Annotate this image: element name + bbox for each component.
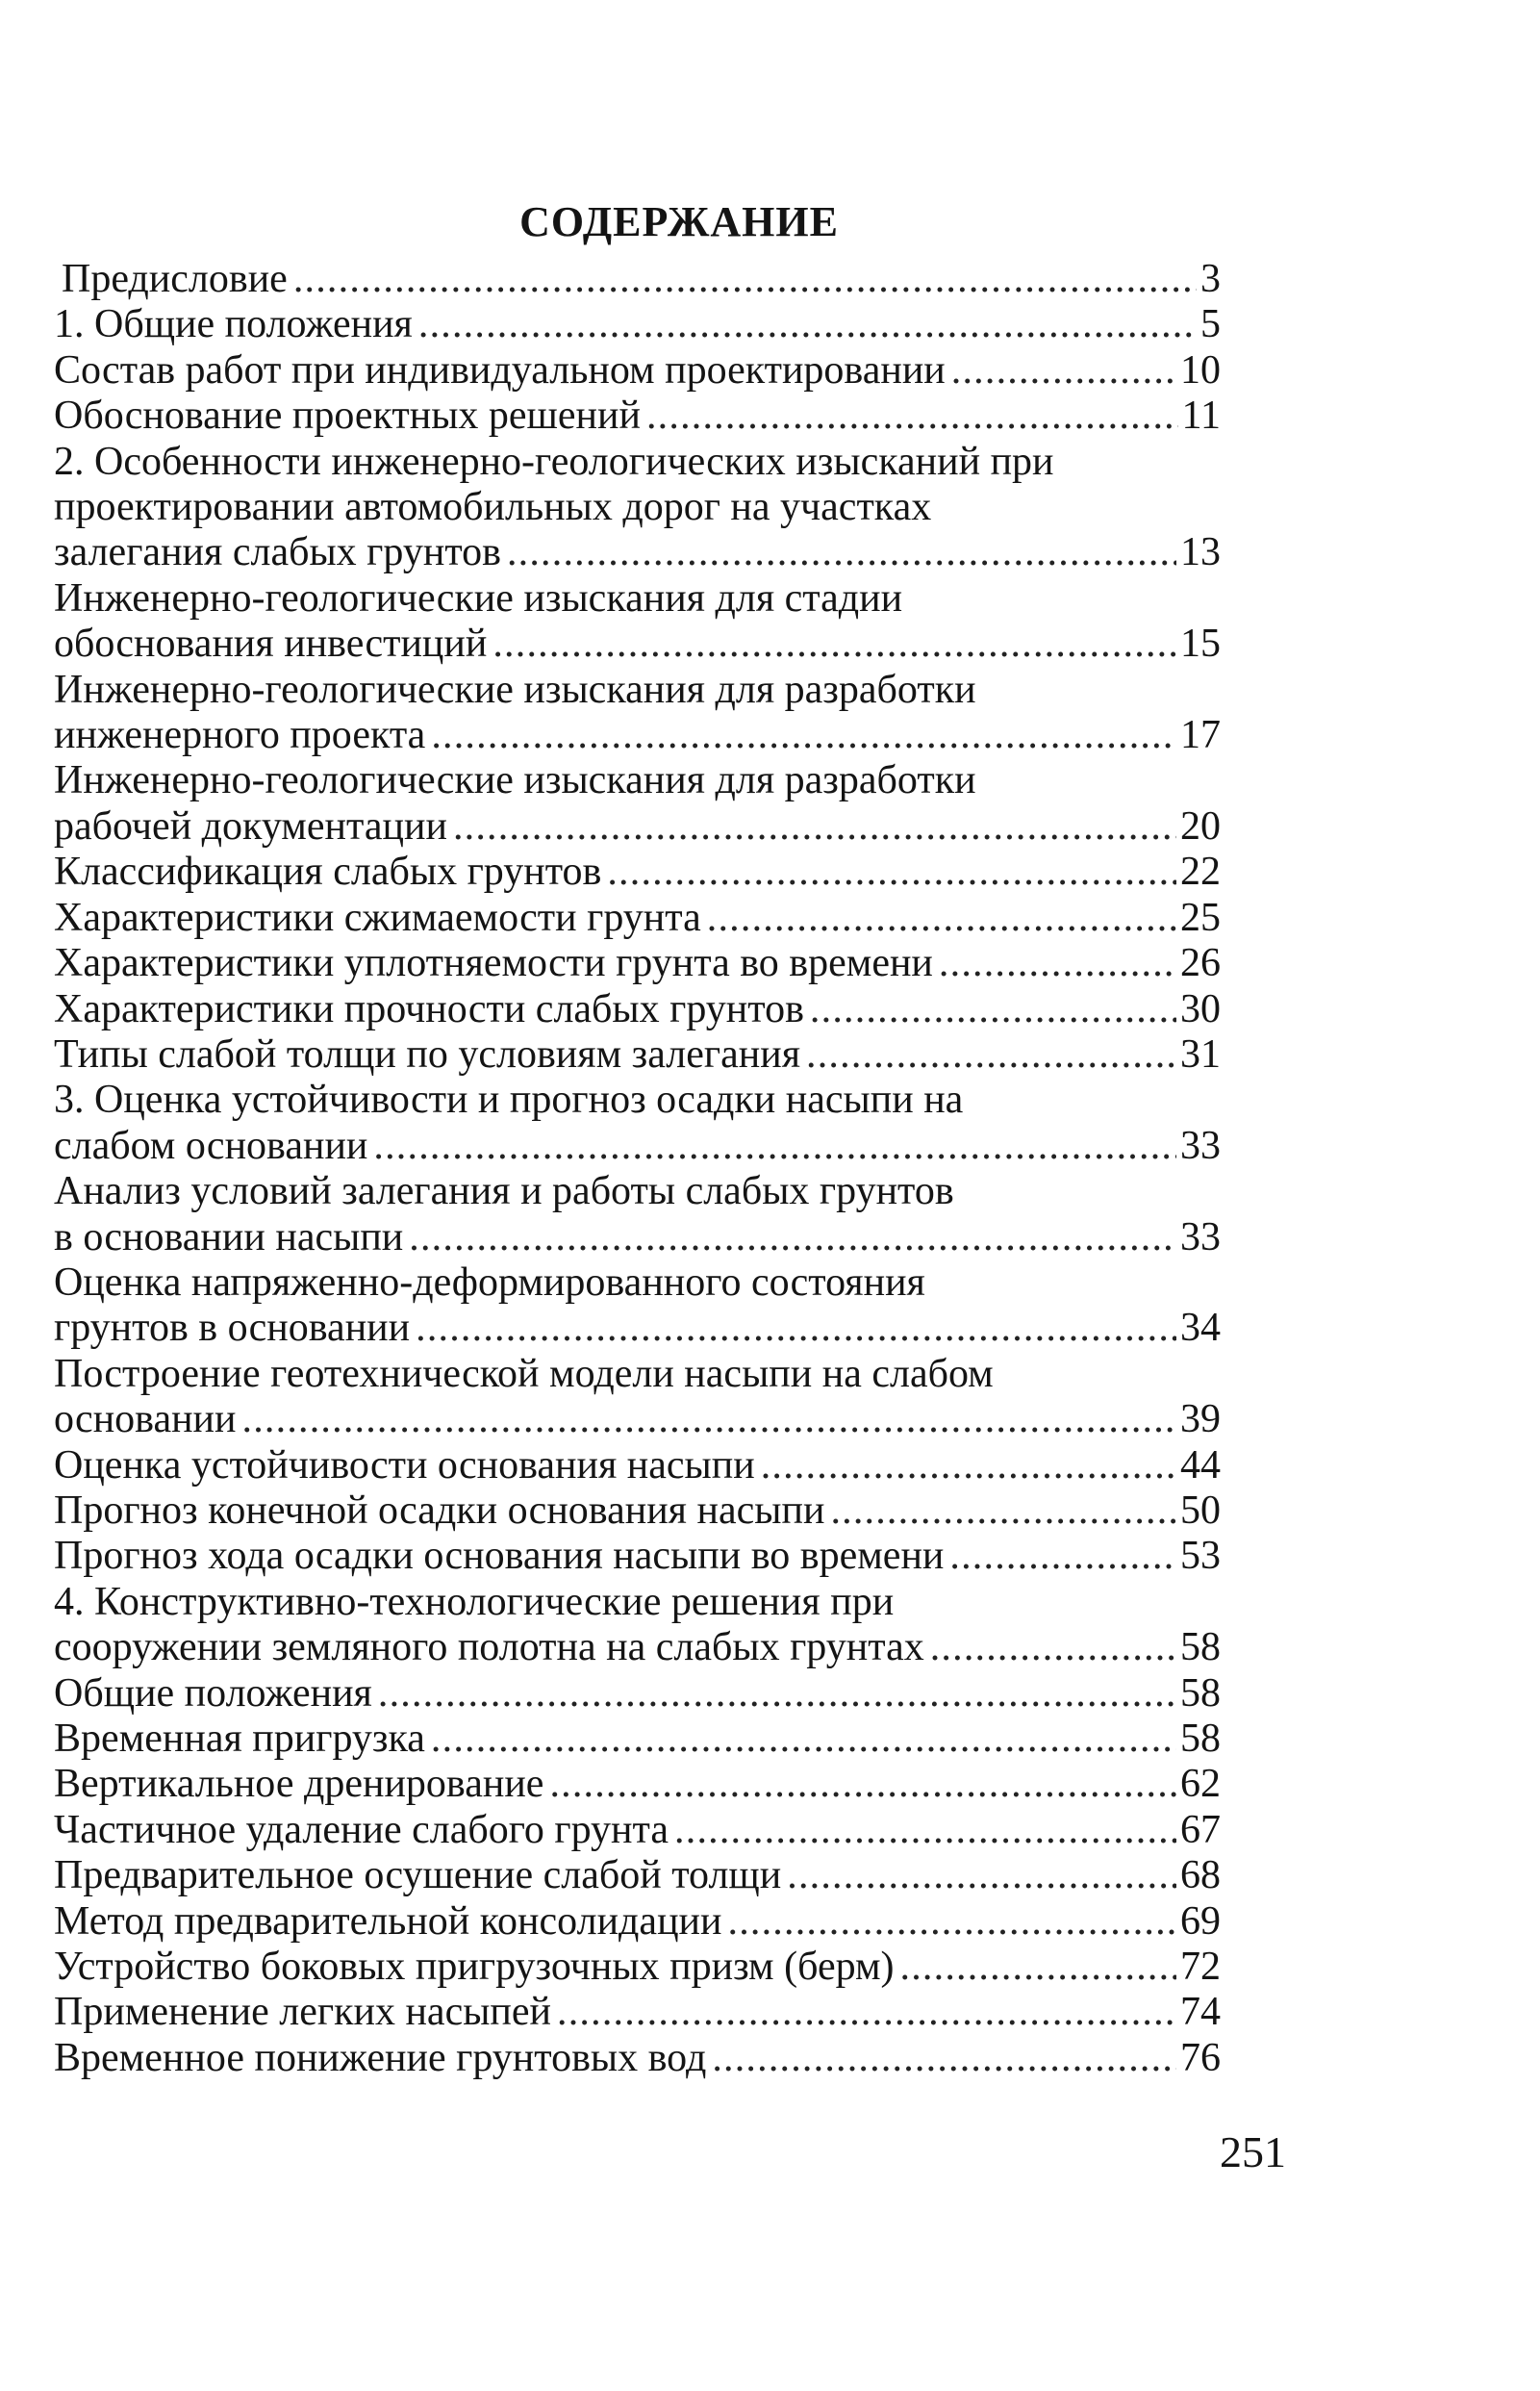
toc-entry-page: 15 (1180, 622, 1221, 667)
dot-leader (806, 1032, 1176, 1078)
table-of-contents (54, 257, 1221, 2081)
toc-entry-title-line: Предисловие (62, 257, 288, 301)
dot-leader (939, 941, 1176, 986)
dot-leader (810, 987, 1176, 1032)
toc-entry (54, 1443, 1221, 1488)
toc-entry-title-line: в основании насыпи (54, 1214, 404, 1259)
toc-entry-page: 58 (1180, 1717, 1221, 1761)
toc-entry-row (54, 257, 1221, 302)
toc-entry-title-line: рабочей документации (54, 803, 447, 849)
toc-entry-title-line: Построение геотехнической модели насыпи на слабом (54, 1351, 994, 1396)
toc-entry (54, 1352, 1221, 1443)
toc-entry-page: 69 (1180, 1898, 1221, 1944)
toc-entry-page: 3 (1200, 257, 1221, 301)
toc-entry-row (54, 1534, 1221, 1579)
toc-entry-row (54, 987, 1221, 1032)
toc-entry-page: 67 (1180, 1807, 1221, 1852)
toc-entry-page: 11 (1181, 394, 1221, 439)
toc-entry (54, 1032, 1221, 1078)
toc-entry-title-line: Прогноз конечной осадки основания насыпи (54, 1488, 825, 1533)
toc-entry (54, 1534, 1221, 1579)
toc-entry (54, 302, 1221, 347)
toc-entry-row (54, 530, 1221, 575)
page-number: 251 (1220, 2127, 1286, 2176)
toc-entry-title-line: обоснования инвестиций (54, 622, 488, 667)
toc-entry (54, 896, 1221, 941)
toc-entry (54, 394, 1221, 439)
toc-entry-page: 62 (1180, 1762, 1221, 1807)
dot-leader (507, 530, 1176, 575)
toc-entry-row (54, 804, 1221, 850)
toc-entry-page: 74 (1180, 1990, 1221, 2035)
toc-entry (54, 1260, 1221, 1352)
toc-entry-title-line: Обоснование проектных решений (54, 394, 641, 439)
toc-entry (54, 1808, 1221, 1853)
dot-leader (930, 1625, 1176, 1670)
toc-entry-row (54, 1032, 1221, 1078)
toc-entry-title-line: Характеристики прочности слабых грунтов (54, 986, 804, 1031)
toc-entry-title-line: основании (54, 1397, 237, 1442)
toc-entry-page: 10 (1180, 347, 1221, 393)
toc-entry-row (54, 1124, 1221, 1169)
toc-entry-page: 68 (1180, 1853, 1221, 1898)
dot-leader (674, 1808, 1176, 1853)
toc-entry-row (54, 1488, 1221, 1534)
toc-entry-page: 17 (1180, 713, 1221, 758)
toc-entry-page: 22 (1180, 850, 1221, 895)
toc-entry-page: 34 (1180, 1306, 1221, 1351)
toc-entry-title-line: Характеристики сжимаемости грунта (54, 895, 701, 940)
toc-entry-row (54, 1945, 1221, 1990)
toc-entry-title-line: Оценка напряженно-деформированного состояния (54, 1259, 925, 1305)
toc-entry (54, 1078, 1221, 1169)
toc-entry (54, 1945, 1221, 1990)
toc-entry-row (54, 348, 1221, 394)
toc-entry-title-line: Частичное удаление слабого грунта (54, 1807, 669, 1852)
dot-leader (418, 302, 1197, 347)
toc-entry-row (54, 1762, 1221, 1807)
toc-entry-title-line: Оценка устойчивости основания насыпи (54, 1442, 755, 1488)
toc-entry-page: 50 (1180, 1488, 1221, 1533)
toc-entry-title-line: Применение легких насыпей (54, 1990, 552, 2035)
toc-entry-page: 13 (1180, 530, 1221, 575)
toc-entry-page: 31 (1180, 1031, 1221, 1077)
toc-entry-row (54, 1899, 1221, 1945)
toc-entry-title-line: Вертикальное дренирование (54, 1762, 544, 1807)
dot-leader (378, 1671, 1176, 1717)
toc-entry-page: 20 (1180, 803, 1221, 849)
toc-entry-title-line: слабом основании (54, 1123, 368, 1168)
toc-entry-page: 58 (1180, 1625, 1221, 1670)
dot-leader (830, 1488, 1176, 1534)
toc-entry (54, 758, 1221, 850)
toc-entry (54, 850, 1221, 895)
toc-entry-title-line: Предварительное осушение слабой толщи (54, 1853, 782, 1898)
toc-entry-title-line: сооружении земляного полотна на слабых грунтах (54, 1625, 924, 1670)
toc-entry (54, 1762, 1221, 1807)
toc-entry-row (54, 1443, 1221, 1488)
toc-entry-title-line: Общие положения (54, 1670, 372, 1716)
toc-entry (54, 1488, 1221, 1534)
dot-leader (787, 1853, 1176, 1898)
toc-entry-title-line: 4. Конструктивно-технологические решения при (54, 1579, 895, 1624)
toc-entry-row (54, 2036, 1221, 2081)
toc-entry-row (54, 302, 1221, 347)
toc-entry-title-line: грунтов в основании (54, 1306, 411, 1351)
toc-entry-row (54, 941, 1221, 986)
toc-entry-title-line: Анализ условий залегания и работы слабых грунтов (54, 1169, 954, 1214)
toc-entry-row (54, 1306, 1221, 1351)
toc-entry (54, 1853, 1221, 1898)
toc-entry-title-line: 1. Общие положения (54, 302, 413, 347)
dot-leader (431, 713, 1176, 758)
toc-entry-title-line: 2. Особенности инженерно-геологических изысканий при (54, 439, 1054, 484)
toc-entry-title-line: Прогноз хода осадки основания насыпи во времени (54, 1534, 945, 1579)
toc-entry (54, 440, 1221, 576)
toc-entry-title-line: проектировании автомобильных дорог на участках (54, 485, 932, 530)
dot-leader (453, 804, 1176, 850)
dot-leader (949, 1534, 1176, 1579)
toc-entry-page: 26 (1180, 941, 1221, 986)
toc-entry-page: 72 (1180, 1945, 1221, 1990)
toc-entry-row (54, 1397, 1221, 1442)
toc-entry-page: 5 (1200, 302, 1221, 347)
toc-entry-title-line: Характеристики уплотняемости грунта во времени (54, 941, 933, 986)
toc-entry-title-line: Инженерно-геологические изыскания для разработки (54, 667, 976, 712)
dot-leader (728, 1899, 1177, 1945)
toc-entry-row (54, 1625, 1221, 1670)
toc-entry (54, 576, 1221, 668)
dot-leader (416, 1306, 1176, 1351)
toc-entry-page: 25 (1180, 895, 1221, 940)
toc-entry-page: 39 (1180, 1397, 1221, 1442)
toc-entry (54, 1717, 1221, 1762)
dot-leader (646, 394, 1178, 439)
dot-leader (549, 1762, 1176, 1807)
toc-entry-row (54, 1853, 1221, 1898)
dot-leader (431, 1717, 1176, 1762)
toc-entry-row (54, 896, 1221, 941)
toc-entry (54, 1169, 1221, 1260)
dot-leader (712, 2036, 1176, 2081)
toc-entry-title-line: залегания слабых грунтов (54, 530, 501, 575)
toc-entry-title-line: Классификация слабых грунтов (54, 850, 602, 895)
dot-leader (293, 257, 1197, 302)
toc-entry-title-line: инженерного проекта (54, 713, 426, 758)
toc-entry (54, 1671, 1221, 1717)
toc-entry-title-line: Инженерно-геологические изыскания для разработки (54, 758, 976, 803)
toc-entry-row (54, 622, 1221, 667)
toc-entry-row (54, 1671, 1221, 1717)
page-title: СОДЕРЖАНИЕ (519, 198, 839, 245)
toc-entry-page: 33 (1180, 1123, 1221, 1168)
dot-leader (242, 1397, 1176, 1442)
toc-entry-row (54, 1808, 1221, 1853)
toc-entry (54, 941, 1221, 986)
toc-entry-page: 30 (1180, 986, 1221, 1031)
dot-leader (900, 1945, 1176, 1990)
toc-entry (54, 1580, 1221, 1671)
toc-entry-row (54, 1215, 1221, 1260)
toc-entry-title-line: Временное понижение грунтовых вод (54, 2035, 707, 2080)
dot-leader (951, 348, 1176, 394)
toc-entry-title-line: Временная пригрузка (54, 1717, 425, 1761)
toc-entry-row (54, 850, 1221, 895)
toc-entry-page: 33 (1180, 1214, 1221, 1259)
toc-entry-title-line: Типы слабой толщи по условиям залегания (54, 1031, 801, 1077)
toc-entry-page: 53 (1180, 1534, 1221, 1579)
dot-leader (607, 850, 1176, 895)
toc-entry (54, 1990, 1221, 2035)
toc-entry (54, 348, 1221, 394)
toc-entry (54, 1899, 1221, 1945)
toc-entry-title-line: Устройство боковых пригрузочных призм (берм) (54, 1945, 895, 1990)
toc-entry-title-line: Инженерно-геологические изыскания для стадии (54, 575, 903, 621)
dot-leader (707, 896, 1176, 941)
toc-entry-row (54, 1990, 1221, 2035)
toc-entry (54, 987, 1221, 1032)
dot-leader (373, 1124, 1176, 1169)
dot-leader (761, 1443, 1176, 1488)
toc-entry-title-line: Метод предварительной консолидации (54, 1898, 722, 1944)
toc-entry-title-line: 3. Оценка устойчивости и прогноз осадки насыпи на (54, 1078, 964, 1123)
toc-entry-row (54, 1717, 1221, 1762)
toc-entry-page: 76 (1180, 2035, 1221, 2080)
toc-entry-row (54, 713, 1221, 758)
toc-entry-title-line: Состав работ при индивидуальном проектировании (54, 347, 946, 393)
toc-entry-page: 44 (1180, 1442, 1221, 1488)
toc-entry (54, 668, 1221, 759)
dot-leader (492, 622, 1176, 667)
dot-leader (409, 1215, 1176, 1260)
toc-entry-page: 58 (1180, 1670, 1221, 1716)
toc-entry (54, 2036, 1221, 2081)
toc-entry-row (54, 394, 1221, 439)
dot-leader (557, 1990, 1176, 2035)
toc-entry (54, 257, 1221, 302)
